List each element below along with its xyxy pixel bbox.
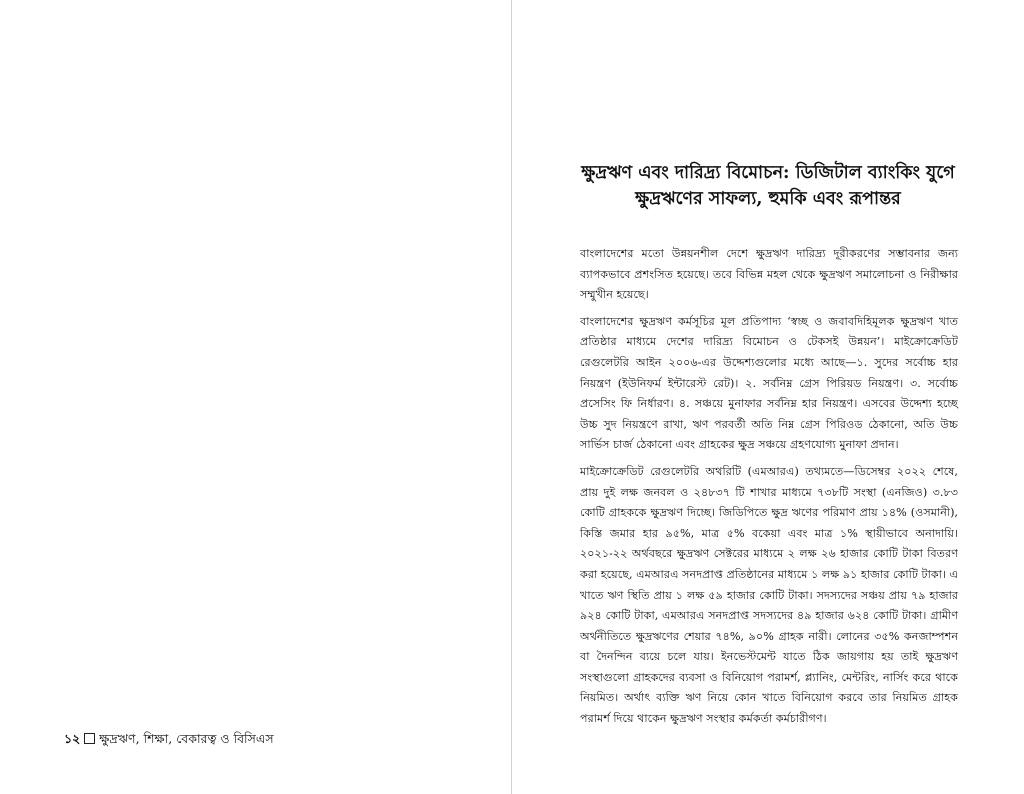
running-title: ক্ষুদ্রঋণ, শিক্ষা, বেকারত্ব ও বিসিএস (99, 731, 274, 746)
page-number: ১২ (64, 731, 81, 746)
page-footer (64, 731, 274, 747)
chapter-title (580, 160, 956, 212)
paragraph-3: মাইক্রোক্রেডিট রেগুলেটরি অথরিটি (এমআরএ) তথ্যমতে—ডিসেম্বর ২০২২ শেষে, প্রায় দুই লক্ষ জনবল ও ২৪৮৩৭ টি শাখার মাধ্যমে ৭৩৮টি সংস্থা (এনজিও) ৩.৮৩ কোটি গ্রাহককে ক্ষুদ্রঋণ দিচ্ছে। জিডিপিতে ক্ষুদ্র ঋণের পরিমাণ প্রায় ১৪% (ওসমানী), কিস্তি জমার হার ৯৫%, মাত্র ৫% বকেয়া এবং মাত্র ১% স্থায়ীভাবে অনাদায়ি। ২০২১-২২ অর্থবছরে ক্ষুদ্রঋণ সেক্টরের মাধ্যমে ২ লক্ষ ২৬ হাজার কোটি টাকা বিতরণ করা হয়েছে, এমআরএ সনদপ্রাপ্ত প্রতিষ্ঠানের মাধ্যমে ১ লক্ষ ৯১ হাজার কোটি টাকা। এ খাতে ঋণ স্থিতি প্রায় ১ লক্ষ ৫৯ হাজার কোটি টাকা। সদস্যদের সঞ্চয় প্রায় ৭৯ হাজার ৯২৪ কোটি টাকা, এমআরএ সনদপ্রাপ্ত সদস্যদের ৪৯ হাজার ৬২৪ কোটি টাকা। গ্রামীণ অর্থনীতিতে ক্ষুদ্রঋণের শেয়ার ৭৪%, ৯০% গ্রাহক নারী। লোনের ৩৫% কনজাম্পশন বা দৈনন্দিন ব্যয়ে চলে যায়। ইনভেস্টমেন্ট যাতে ঠিক জায়গায় হয় তাই ক্ষুদ্রঋণ সংস্থাগুলো গ্রাহকদের ব্যবসা ও বিনিয়োগ পরামর্শ, প্ল্যানিং, মেন্টরিং, নার্সিং করে থাকে নিয়মিত। অর্থাৎ ব্যক্তি ঋণ নিয়ে কোন খাতে বিনিয়োগ করবে তার নিয়মিত গ্রাহক পরামর্শ দিয়ে থাকেন ক্ষুদ্রঋণ সংস্থার কর্মকর্তা কর্মচারীগণ। (580, 464, 958, 726)
square-separator-icon (84, 733, 95, 744)
chapter-title-line-1: ক্ষুদ্রঋণ এবং দারিদ্র্য বিমোচন: ডিজিটাল ব্যাংকিং যুগে (581, 163, 955, 183)
right-page (512, 0, 1024, 794)
paragraph-2: বাংলাদেশের ক্ষুদ্রঋণ কর্মসূচির মূল প্রতিপাদ্য ‘স্বচ্ছ ও জবাবদিহিমূলক ক্ষুদ্রঋণ খাত প্রতিষ্ঠার মাধ্যমে দেশের দারিদ্র্য বিমোচন ও টেকসই উন্নয়ন’। মাইক্রোক্রেডিট রেগুলেটরি আইন ২০০৬-এর উদ্দেশ্যগুলোর মধ্যে আছে—১. সুদের সর্বোচ্চ হার নিয়ন্ত্রণ (ইউনিফর্ম ইন্টারেস্ট রেট)। ২. সর্বনিম্ন গ্রেস পিরিয়ড নিয়ন্ত্রণ। ৩. সর্বোচ্চ প্রসেসিং ফি নির্ধারণ। ৪. সঞ্চয়ে মুনাফার সর্বনিম্ন হার নিয়ন্ত্রণ। এসবের উদ্দেশ্য হচ্ছে উচ্চ সুদ নিয়ন্ত্রণে রাখা, ঋণ পরবর্তী অতি নিম্ন গ্রেস পিরিওড ঠেকানো, অতি উচ্চ সার্ভিস চার্জ ঠেকানো এবং গ্রাহকের ক্ষুদ্র সঞ্চয়ে গ্রহণযোগ্য মুনাফা প্রদান। (580, 314, 958, 452)
chapter-title-line-2: ক্ষুদ্রঋণের সাফল্য, হুমকি এবং রূপান্তর (635, 189, 901, 209)
body-text (580, 244, 958, 736)
paragraph-1: বাংলাদেশের মতো উন্নয়নশীল দেশে ক্ষুদ্রঋণ দারিদ্র্য দূরীকরণের সম্ভাবনার জন্য ব্যাপকভাবে প্রশংসিত হয়েছে। তবে বিভিন্ন মহল থেকে ক্ষুদ্রঋণ সমালোচনা ও নিরীক্ষার সম্মুখীন হয়েছে। (580, 247, 958, 302)
